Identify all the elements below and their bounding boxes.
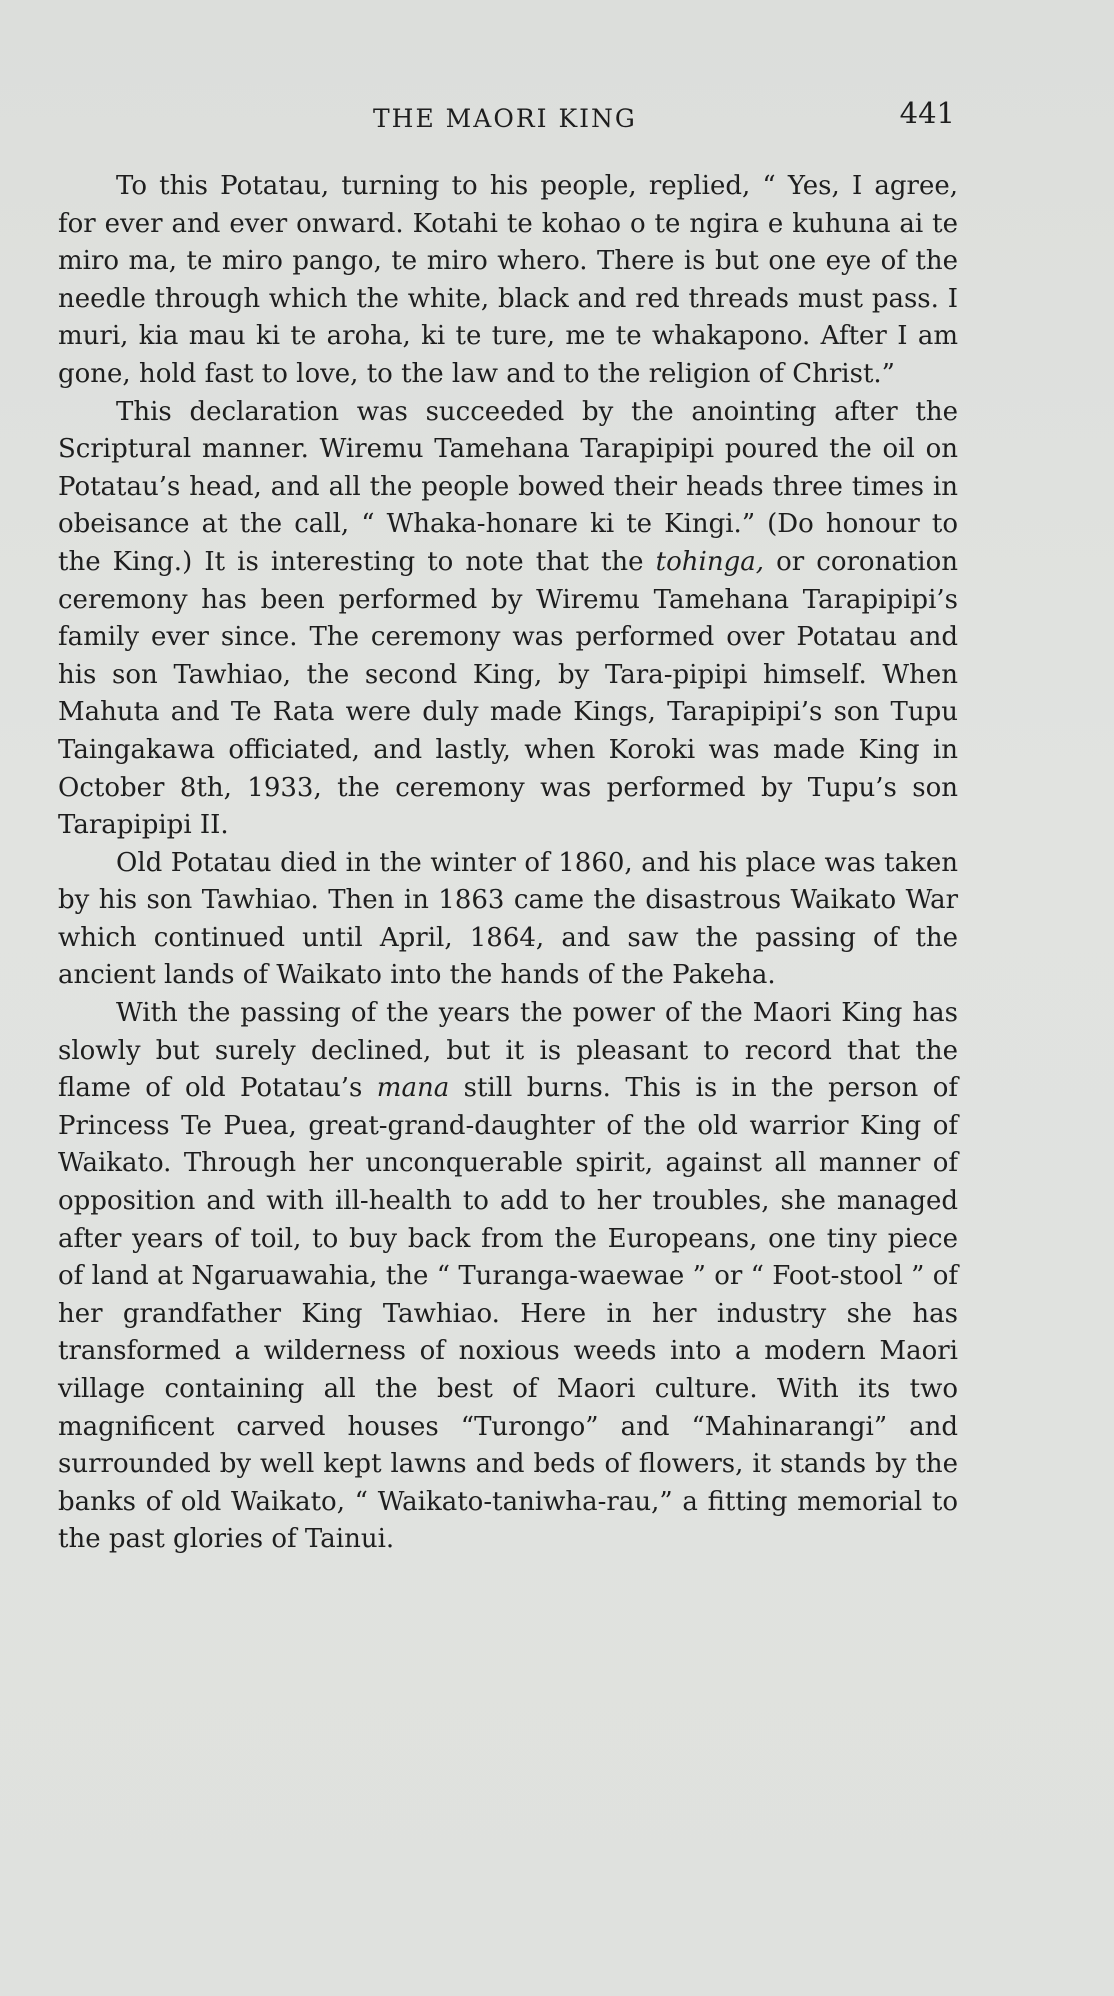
paragraph-2 xyxy=(58,394,958,845)
body-text xyxy=(58,168,958,1559)
page-number: 441 xyxy=(899,96,955,130)
paragraph-4-text-b: still burns. This is in the person of Princess Te Puea, great-grand-daughter of the old warrior King of Waikato. Through her unconquerable spirit, against all manner of opposition and with ill-health to add to her troubles, she managed after years of toil, to buy back from the Europeans, one tiny piece of land at Ngaruawahia, the “ Turanga-waewae ” or “ Foot-stool ” of her grandfather King Tawhiao. Here in her industry she has transformed a wilderness of noxious weeds into a modern Maori village containing all the best of Maori culture. With its two magnificent carved houses “Turongo” and “Mahinarangi” and surrounded by well kept lawns and beds of flowers, it stands by the banks of old Waikato, “ Waikato-taniwha-rau,” a fitting memorial to the past glories of Tainui. xyxy=(58,1073,958,1555)
running-title: THE MAORI KING xyxy=(373,104,637,133)
paragraph-1-text: To this Potatau, turning to his people, replied, “ Yes, I agree, for ever and ever onward. Kotahi te kohao o te ngira e kuhuna ai te miro ma, te miro pango, te miro whero. There is but one eye of the needle through which the white, black and red threads must pass. I muri, kia mau ki te aroha, ki te ture, me te whakapono. After I am gone, hold fast to love, to the law and to the religion of Christ.” xyxy=(58,171,958,389)
running-head xyxy=(58,96,958,136)
paragraph-2-text-a: This declaration was succeeded by the anointing after the Scriptural manner. Wiremu Tamehana Tarapipipi poured the oil on Potatau’s head, and all the people bowed their heads three times in obeisance at the call, “ Whaka-honare ki te Kingi.” (Do honour to the King.) It is interesting to note that the xyxy=(58,396,958,577)
paragraph-4-text-a: With the passing of the years the power of the Maori King has slowly but surely declined, but it is pleasant to record that the flame of old Potatau’s xyxy=(58,998,958,1104)
term-tohinga: tohinga, xyxy=(655,546,764,577)
paragraph-2-text-b: or coronation ceremony has been performed by Wiremu Tamehana Tarapipipi’s family ever since. The ceremony was performed over Potatau and his son Tawhiao, the second King, by Tara-pipipi himself. When Mahuta and Te Rata were duly made Kings, Tarapipipi’s son Tupu Taingakawa officiated, and lastly, when Koroki was made King in October 8th, 1933, the ceremony was performed by Tupu’s son Tarapipipi II. xyxy=(58,546,958,841)
paragraph-3-text: Old Potatau died in the winter of 1860, and his place was taken by his son Tawhiao. Then in 1863 came the disastrous Waikato War which continued until April, 1864, and saw the passing of the ancient lands of Waikato into the hands of the Pakeha. xyxy=(58,847,958,991)
paragraph-1 xyxy=(58,168,958,394)
term-mana: mana xyxy=(376,1073,450,1104)
paragraph-4 xyxy=(58,995,958,1559)
paragraph-3 xyxy=(58,845,958,995)
